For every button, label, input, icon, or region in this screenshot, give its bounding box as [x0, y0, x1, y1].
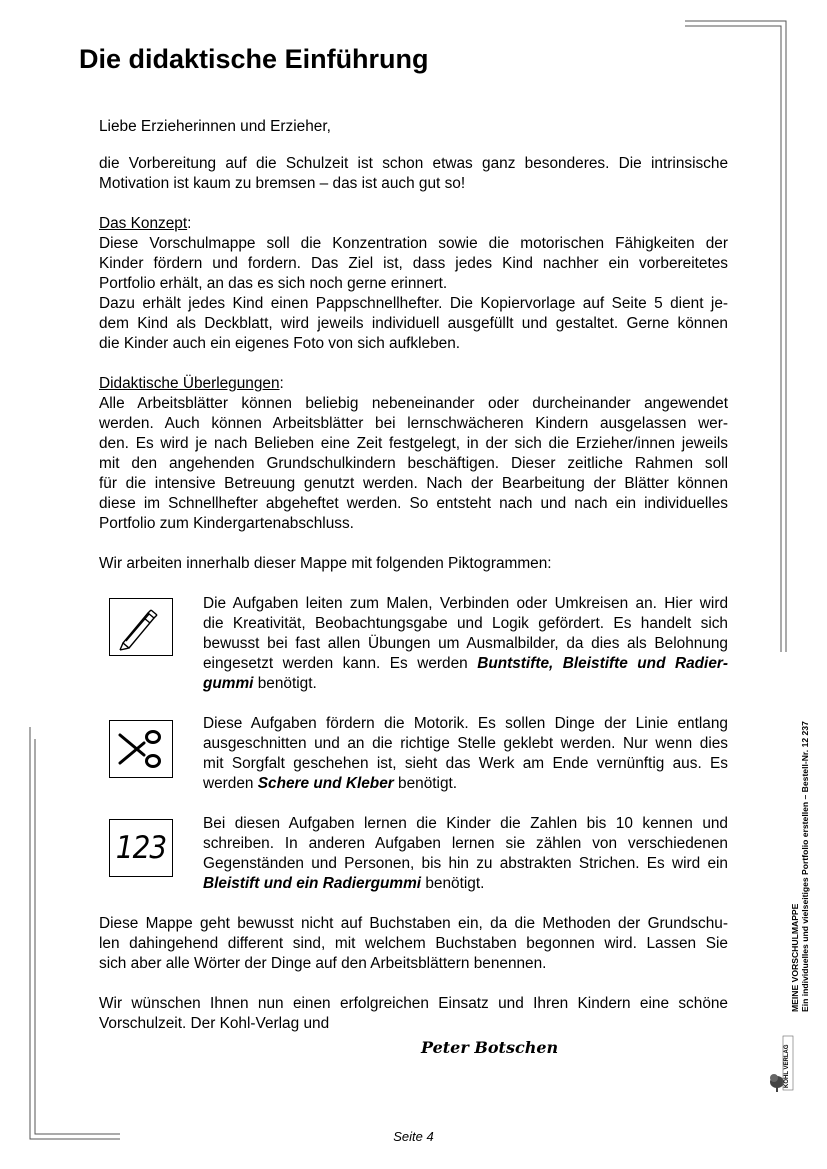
- pencil-icon: [110, 599, 172, 655]
- scissors-picto-box: [109, 720, 173, 778]
- page-title: Die didaktische Einführung: [79, 44, 429, 74]
- side-imprint: [790, 662, 810, 1012]
- didactic-line: den. Es wird je nach Belieben eine Zeit festgelegt, in der sich die Erzieher/innen jeweils: [99, 435, 728, 452]
- intro-paragraph: [99, 154, 728, 194]
- closing-paragraph: Wir wünschen Ihnen nun einen erfolgreichen Einsatz und Ihren Kindern eine schöne Vorschulzeit. Der Kohl-Verlag und: [99, 995, 728, 1032]
- page-number: Seite 4: [393, 1129, 434, 1144]
- numbers-icon: 123: [115, 830, 167, 866]
- didactic-line: für die intensive Betreuung genutzt werden. Nach der Bearbeitung der Blätter können: [99, 475, 728, 492]
- concept-line: dem Kind als Deckblatt, wird jeweils individuell ausgefüllt und gestaltet. Gerne können: [99, 315, 728, 332]
- numbers-picto-box: [109, 819, 173, 877]
- didactic-line: Alle Arbeitsblätter können beliebig nebeneinander oder durcheinander angewendet: [99, 395, 728, 412]
- intro-line: Motivation ist kaum zu bremsen – das ist auch gut so!: [99, 175, 466, 192]
- didactic-line: Portfolio zum Kindergartenabschluss.: [99, 515, 354, 532]
- side-subtitle: Ein individuelles und vielseitiges Portfolio erstellen – Bestell-Nr. 12 237: [800, 721, 810, 1012]
- picto-numbers-text: Bei diesen Aufgaben lernen die Kinder die Zahlen bis 10 kennen und schreiben. In anderen Aufgaben lernen sie zählen von verschiedenen Gegenständen und Personen, bis hin zu abstrakten Strichen. Es wird ein Bleistift und ein Radiergummi benötigt.: [203, 815, 728, 892]
- concept-line: Portfolio erhält, an das es sich noch gerne erinnert.: [99, 275, 448, 292]
- side-series-title: MEINE VORSCHULMAPPE: [790, 903, 800, 1012]
- didactic-line: mit den angehenden Grundschulkindern beschäftigen. Dieser zeitliche Rahmen soll: [99, 455, 728, 472]
- logo-text: KOHL VERLAG: [784, 1044, 790, 1088]
- concept-line: Diese Vorschulmappe soll die Konzentration sowie die motorischen Fähigkeiten der: [99, 235, 728, 252]
- didactic-line: werden. Auch können Arbeitsblätter bei lernschwächeren Kindern ausgelassen wer-: [99, 415, 728, 432]
- signature: Peter Botschen: [421, 1038, 559, 1057]
- publisher-logo: [768, 1032, 794, 1094]
- greeting: Liebe Erzieherinnen und Erzieher,: [99, 118, 331, 135]
- didactic-line: diese im Schnellhefter abgeheftet werden. So entsteht nach und nach ein individuelles: [99, 495, 728, 512]
- picto-scissors-text: Diese Aufgaben fördern die Motorik. Es sollen Dinge der Linie entlang ausgeschnitten und an die richtige Stelle geklebt werden. Nur wenn dies mit Sorgfalt geschehen ist, sieht das Werk am Ende vernünftig aus. Es werden Schere und Kleber benötigt.: [203, 715, 728, 792]
- picto-pencil-text: Die Aufgaben leiten zum Malen, Verbinden oder Umkreisen an. Hier wird die Kreativität, Beobachtungsgabe und Logik gefördert. Es handelt sich bewusst bei fast allen Übungen um Ausmalbilder, da dies als Belohnung eingesetzt werden kann. Es werden Buntstifte, Bleistifte und Radier- gummi benötigt.: [203, 595, 728, 692]
- concept-section: Das Konzept: Diese Vorschulmappe soll die Konzentration sowie die motorischen Fähigkeiten der Kinder fördern und fordern. Das Ziel ist, dass jedes Kind nachher ein vorbereitetes Portfolio erhält, an das es sich noch gerne erinnert. Dazu erhält jedes Kind einen Pappschnellhefter. Die Kopiervorlage auf Seite 5 dient je- dem Kind als Deckblatt, wird jeweils individuell ausgefüllt und gestaltet. Gerne können die Kinder auch ein eigenes Foto von sich aufkleben.: [99, 215, 728, 352]
- didactic-heading: Didaktische Überlegungen: [99, 375, 280, 392]
- intro-line: die Vorbereitung auf die Schulzeit ist schon etwas ganz besonderes. Die intrinsische: [99, 155, 728, 172]
- didactic-section: Didaktische Überlegungen: Alle Arbeitsblätter können beliebig nebeneinander oder durcheinander angewendet werden. Auch können Arbeitsblätter bei lernschwächeren Kindern ausgelassen wer- den. Es wird je nach Belieben eine Zeit festgelegt, in der sich die Erzieher/innen jeweils mit den angehenden Grundschulkindern beschäftigen. Dieser zeitliche Rahmen soll für die intensive Betreuung genutzt werden. Nach der Bearbeitung der Blätter können diese im Schnellhefter abgeheftet werden. So entsteht nach und nach ein individuelles Portfolio zum Kindergartenabschluss.: [99, 375, 728, 532]
- picto-intro: Wir arbeiten innerhalb dieser Mappe mit folgenden Piktogrammen:: [99, 555, 552, 572]
- pencil-picto-box: [109, 598, 173, 656]
- scissors-icon: [110, 721, 172, 777]
- concept-line: die Kinder auch ein eigenes Foto von sich aufkleben.: [99, 335, 461, 352]
- concept-line: Dazu erhält jedes Kind einen Pappschnellhefter. Die Kopiervorlage auf Seite 5 dient je-: [99, 295, 728, 312]
- letters-paragraph: Diese Mappe geht bewusst nicht auf Buchstaben ein, da die Methoden der Grundschu- len dahingehend different sind, mit welchem Buchstaben begonnen wird. Lassen Sie sich aber alle Wörter der Dinge auf den Arbeitsblättern benennen.: [99, 915, 728, 972]
- concept-line: Kinder fördern und fordern. Das Ziel ist, dass jedes Kind nachher ein vorbereitetes: [99, 255, 728, 272]
- tree-icon: [768, 1032, 794, 1094]
- concept-heading: Das Konzept: [99, 215, 188, 232]
